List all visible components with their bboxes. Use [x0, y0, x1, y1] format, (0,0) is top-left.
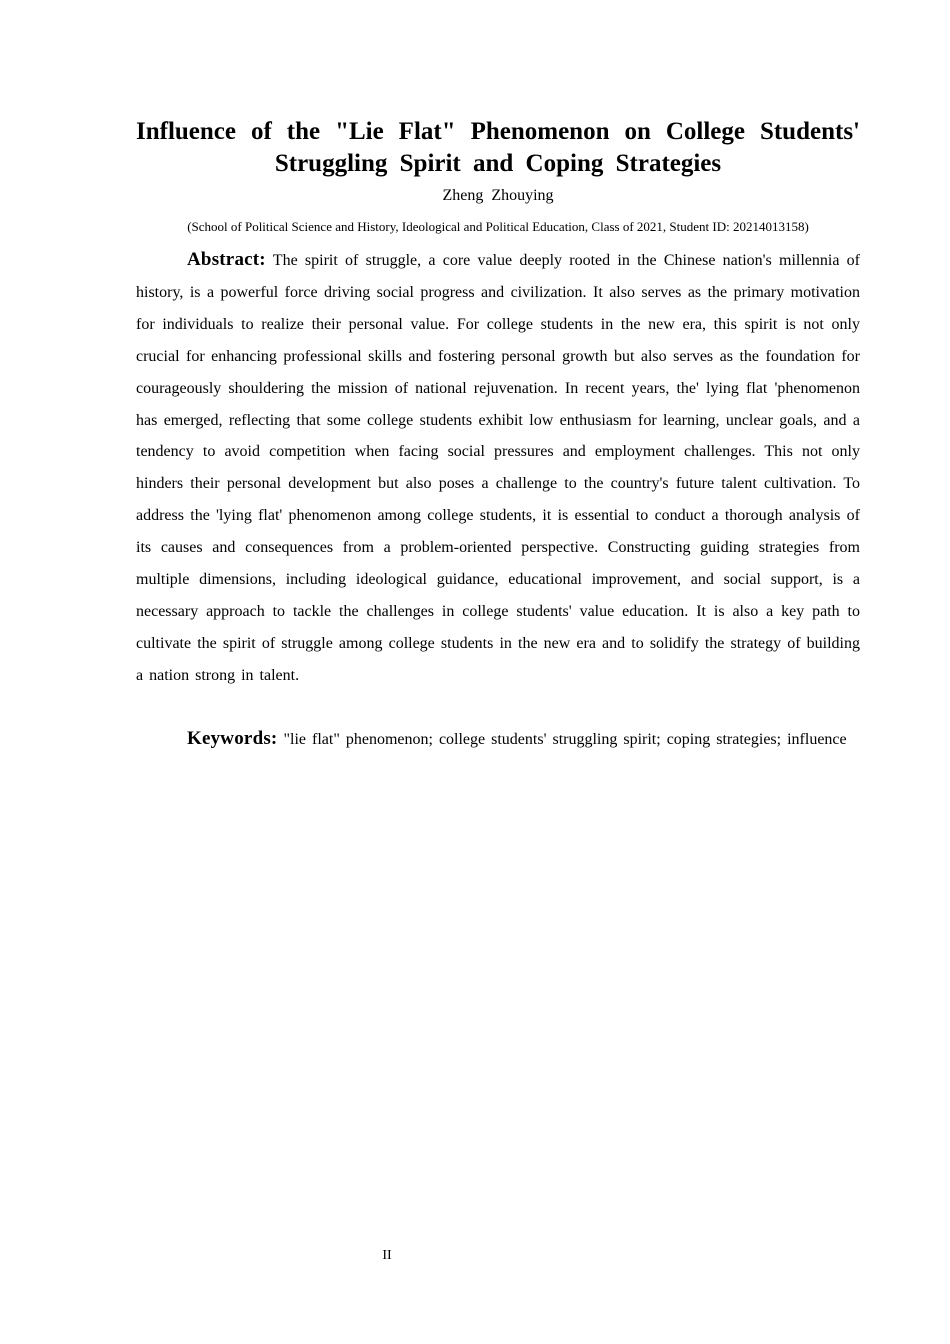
paper-title-line-2: Struggling Spirit and Coping Strategies	[274, 150, 722, 177]
keywords-paragraph	[136, 723, 860, 756]
paper-title-line-1: Influence of the "Lie Flat" Phenomenon on College Students'	[136, 118, 860, 145]
page-number: II	[382, 1248, 392, 1263]
abstract-text: The spirit of struggle, a core value deeply rooted in the Chinese nation's millennia of history, is a powerful force driving social progress and civilization. It also serves as the primary motivation for individuals to realize their personal value. For college students in the new era, this spirit is not only crucial for enhancing professional skills and fostering personal growth but also serves as the foundation for courageously shouldering the mission of national rejuvenation. In recent years, the' lying flat 'phenomenon has emerged, reflecting that some college students exhibit low enthusiasm for learning, unclear goals, and a tendency to avoid competition when facing social pressures and employment challenges. This not only hinders their personal development but also poses a challenge to the country's future talent cultivation. To address the 'lying flat' phenomenon among college students, it is essential to conduct a thorough analysis of its causes and consequences from a problem-oriented perspective. Constructing guiding strategies from multiple dimensions, including ideological guidance, educational improvement, and social support, is a necessary approach to tackle the challenges in college students' value education. It is also a key path to cultivate the spirit of struggle among college students in the new era and to solidify the strategy of building a nation strong in talent.	[136, 252, 860, 684]
abstract-paragraph	[136, 244, 860, 692]
keywords-label: Keywords:	[187, 728, 278, 749]
abstract-label: Abstract:	[187, 249, 266, 270]
keywords-text: "lie flat" phenomenon; college students' struggling spirit; coping strategies; influence	[283, 731, 847, 748]
paper-title	[136, 116, 860, 180]
author-name: Zheng Zhouying	[442, 187, 554, 204]
author-affiliation: (School of Political Science and History, Ideological and Political Education, Class of 2021, Student ID: 20214013158)	[187, 219, 809, 234]
